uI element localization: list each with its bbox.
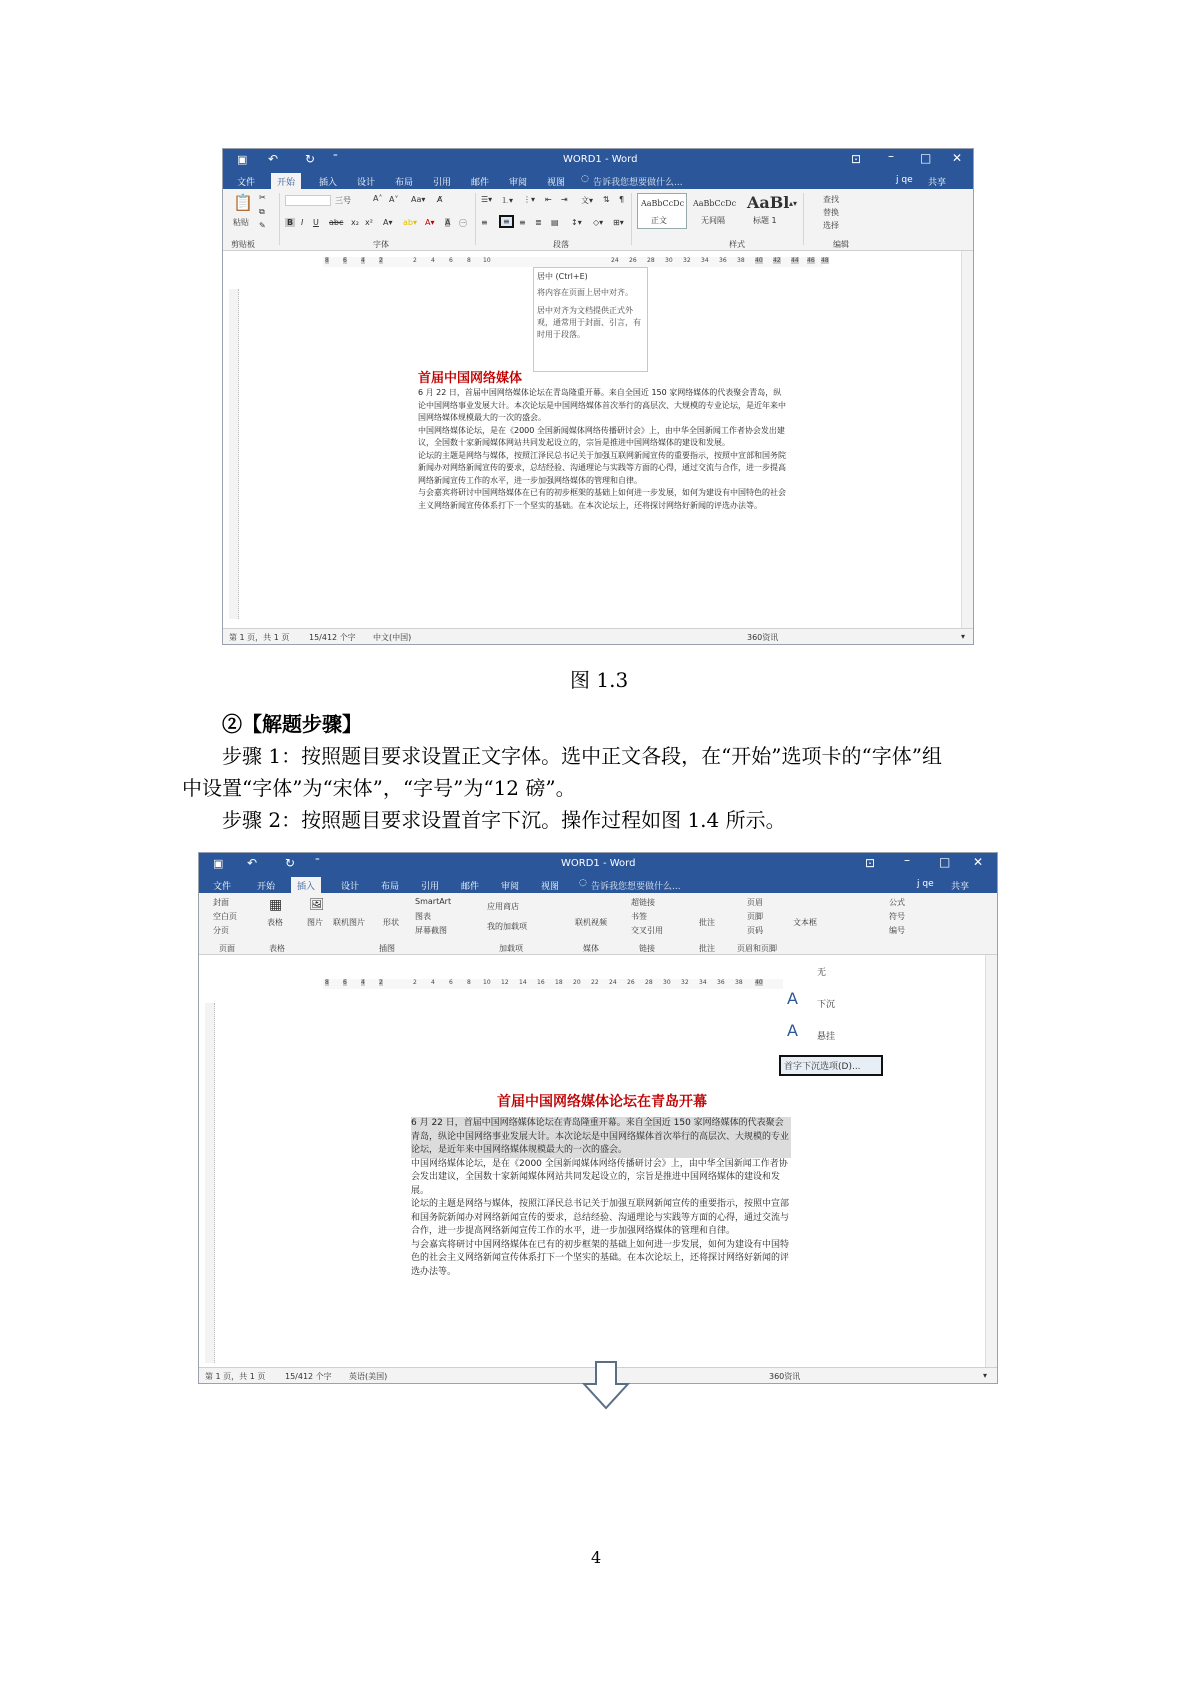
header-button[interactable]: 页眉: [747, 898, 763, 907]
font-color-icon[interactable]: A▾: [425, 218, 435, 227]
redo-icon[interactable]: ↻: [285, 856, 296, 870]
paragraph-1[interactable]: 6 月 22 日，首届中国网络媒体论坛在青岛隆重开幕。来自全国近 150 家网络媒体的代表聚会青岛，纵论中国网络事业发展大计。本次论坛是中国网络媒体首次举行的高层次、大规模的专业论坛，是近年来中国网络媒体规模最大的一次的盛会。: [411, 1117, 791, 1158]
status-words[interactable]: 15/412 个字: [309, 633, 356, 642]
equation-button[interactable]: 公式: [889, 898, 905, 907]
page-break-button[interactable]: 分页: [213, 926, 229, 935]
steps-heading: ②【解题步骤】: [222, 712, 362, 736]
ribbon-display-icon[interactable]: ⊡: [851, 152, 862, 166]
window-title: WORD1 - Word: [561, 858, 636, 869]
online-picture-button[interactable]: 联机图片: [333, 918, 365, 927]
figure-1-caption: 图 1.3: [570, 668, 629, 692]
style-normal-sample: AaBbCcDc: [641, 199, 685, 208]
save-icon[interactable]: ▣: [237, 153, 248, 166]
table-button[interactable]: 表格: [267, 918, 283, 927]
maximize-icon[interactable]: □: [939, 855, 951, 869]
borders-icon[interactable]: ⊞▾: [613, 218, 624, 227]
vertical-ruler[interactable]: [229, 289, 239, 619]
tell-me-input[interactable]: 告诉我您想要做什么...: [591, 882, 681, 892]
format-painter-icon[interactable]: ✎: [259, 221, 266, 230]
online-video-button[interactable]: 联机视频: [575, 918, 607, 927]
vertical-ruler[interactable]: [205, 1003, 215, 1363]
tooltip-title: 居中 (Ctrl+E): [537, 272, 588, 281]
cross-ref-button[interactable]: 交叉引用: [631, 926, 663, 935]
text-effects-icon[interactable]: A▾: [383, 218, 393, 227]
italic-icon[interactable]: I: [301, 218, 304, 227]
paragraph-2[interactable]: 中国网络媒体论坛，是在《2000 全国新闻媒体网络传播研讨会》上，由中华全国新闻工作者协会发出建议，全国数十家新闻媒体网站共同发起设立的，宗旨是推进中国网络媒体的建设和发展。: [411, 1158, 788, 1196]
close-icon[interactable]: ✕: [973, 855, 984, 869]
paragraph-2[interactable]: 中国网络媒体论坛，是在《2000 全国新闻媒体网络传播研讨会》上，由中华全国新闻工作者协会发出建议，全国数十家新闻媒体网站共同发起设立的，宗旨是推进中国网络媒体的建设和发展。: [418, 425, 785, 447]
tab-file[interactable]: 文件: [237, 178, 256, 188]
status-news[interactable]: 360资讯: [769, 1372, 801, 1381]
status-language[interactable]: 英语(美国): [349, 1372, 388, 1381]
distributed-icon[interactable]: ▤: [551, 218, 559, 227]
highlight-icon[interactable]: ab▾: [403, 218, 417, 227]
minimize-icon[interactable]: –: [888, 149, 894, 163]
style-heading1-sample[interactable]: AaBl: [747, 193, 790, 212]
tab-mailings[interactable]: 邮件: [471, 178, 490, 188]
table-icon[interactable]: ▦: [269, 897, 283, 913]
picture-button[interactable]: 图片: [307, 918, 323, 927]
ribbon-tabs: [223, 171, 973, 189]
bullets-icon[interactable]: ☰▾: [481, 195, 493, 204]
cut-icon[interactable]: ✂: [259, 193, 266, 202]
bookmark-button[interactable]: 书签: [631, 912, 647, 921]
step-1-line-a: 步骤 1：按照题目要求设置正文字体。选中正文各段，在“开始”选项卡的“字体”组: [222, 744, 942, 768]
step-2: 步骤 2：按照题目要求设置首字下沉。操作过程如图 1.4 所示。: [222, 808, 786, 832]
undo-icon[interactable]: ↶: [268, 152, 279, 166]
dropcap-dropped-icon: A: [787, 989, 798, 1008]
status-page[interactable]: 第 1 页，共 1 页: [205, 1372, 266, 1381]
scroll-down-icon[interactable]: ▾: [961, 632, 966, 641]
comment-button[interactable]: 批注: [699, 918, 715, 927]
smartart-button[interactable]: SmartArt: [415, 897, 452, 906]
lightbulb-icon: ◌: [579, 878, 587, 888]
align-left-icon[interactable]: ≡: [481, 218, 488, 227]
dropcap-margin[interactable]: 悬挂: [817, 1032, 836, 1042]
save-icon[interactable]: ▣: [213, 857, 224, 870]
align-right-icon[interactable]: ≡: [519, 218, 526, 227]
horizontal-ruler[interactable]: 8 6 4 2 2 4 6 8 10 24 26 28 30 32 34 36 38 40 42 44 46 48: [323, 257, 823, 267]
group-addins: 加载项: [499, 944, 523, 953]
group-paragraph: 段落: [553, 240, 569, 249]
hyperlink-button[interactable]: 超链接: [631, 898, 655, 907]
subscript-icon[interactable]: x₂: [351, 218, 359, 227]
shapes-button[interactable]: 形状: [383, 918, 399, 927]
select-button[interactable]: 选择: [823, 221, 839, 230]
increase-indent-icon[interactable]: ⇥: [561, 195, 568, 204]
sort-icon[interactable]: ⇅: [603, 195, 610, 204]
dropcap-none[interactable]: 无: [817, 968, 827, 978]
tab-insert[interactable]: 插入: [319, 178, 338, 188]
find-button[interactable]: 查找: [823, 195, 839, 204]
shading-icon[interactable]: ◇▾: [593, 218, 604, 227]
redo-icon[interactable]: ↻: [305, 152, 316, 166]
ribbon-tabs: [199, 875, 997, 893]
tooltip-line-1: 将内容在页面上居中对齐。: [537, 288, 633, 297]
picture-icon[interactable]: 🖼: [309, 897, 325, 911]
tab-home[interactable]: 开始: [257, 882, 276, 892]
tab-references[interactable]: 引用: [421, 882, 440, 892]
group-styles: 样式: [729, 240, 745, 249]
group-comments: 批注: [699, 944, 715, 953]
chart-button[interactable]: 图表: [415, 912, 431, 921]
tab-references[interactable]: 引用: [433, 178, 452, 188]
close-icon[interactable]: ✕: [952, 151, 963, 165]
numbering-button[interactable]: 编号: [889, 926, 905, 935]
document-body[interactable]: [411, 1117, 791, 1279]
document-title[interactable]: 首届中国网络媒体: [418, 371, 523, 386]
chinese-layout-icon[interactable]: 文▾: [581, 196, 594, 205]
ribbon-display-icon[interactable]: ⊡: [865, 856, 876, 870]
home-ribbon: [223, 189, 973, 251]
group-font: 字体: [373, 240, 389, 249]
show-marks-icon[interactable]: ¶: [619, 195, 625, 204]
window-title: WORD1 - Word: [563, 154, 638, 165]
user-name[interactable]: j qe: [896, 175, 913, 185]
style-heading1-label: 标题 1: [753, 216, 777, 225]
grow-font-icon[interactable]: A˄: [373, 194, 383, 203]
paste-label[interactable]: 粘贴: [233, 218, 249, 227]
insert-ribbon: [199, 893, 997, 955]
clear-format-icon[interactable]: A̸: [437, 195, 443, 204]
my-addins-button[interactable]: 我的加载项: [487, 922, 527, 931]
group-header-footer: 页眉和页脚: [737, 944, 777, 953]
status-news[interactable]: 360资讯: [747, 633, 779, 642]
qat-more-icon[interactable]: ⁼: [333, 153, 338, 163]
group-links: 链接: [639, 944, 655, 953]
store-button[interactable]: 应用商店: [487, 902, 519, 911]
enclose-char-icon[interactable]: ㊀: [459, 219, 467, 228]
document-body[interactable]: [418, 387, 788, 512]
change-case-icon[interactable]: Aa▾: [411, 195, 426, 204]
divider: [631, 193, 632, 245]
decrease-indent-icon[interactable]: ⇤: [545, 195, 552, 204]
down-arrow-icon: [582, 1360, 630, 1410]
divider: [279, 193, 280, 245]
status-words[interactable]: 15/412 个字: [285, 1372, 332, 1381]
tab-design[interactable]: 设计: [341, 882, 360, 892]
styles-more-icon[interactable]: ▴▾: [789, 199, 798, 208]
blank-page-button[interactable]: 空白页: [213, 912, 237, 921]
copy-icon[interactable]: ⧉: [259, 207, 265, 216]
symbol-button[interactable]: 符号: [889, 912, 905, 921]
undo-icon[interactable]: ↶: [247, 856, 258, 870]
footer-button[interactable]: 页脚: [747, 912, 763, 921]
tab-review[interactable]: 审阅: [509, 178, 528, 188]
figure-1-screenshot: [222, 148, 974, 645]
tab-home[interactable]: 开始: [271, 173, 301, 190]
share-button[interactable]: 共享: [951, 882, 970, 892]
title-bar: [223, 149, 973, 171]
shrink-font-icon[interactable]: A˅: [389, 195, 399, 204]
status-language[interactable]: 中文(中国): [373, 633, 412, 642]
multilevel-icon[interactable]: ⋮▾: [523, 195, 536, 204]
tab-view[interactable]: 视图: [547, 178, 566, 188]
group-tables: 表格: [269, 944, 285, 953]
replace-button[interactable]: 替换: [823, 208, 839, 217]
group-editing: 编辑: [833, 240, 849, 249]
paragraph-4[interactable]: 与会嘉宾将研讨中国网络媒体在已有的初步框架的基础上如何进一步发展，如何为建设有中国特色的社会主义网络新闻宣传体系打下一个坚实的基础。在本次论坛上，还将探讨网络好新闻的评选办法等。: [418, 488, 786, 510]
page-number-button[interactable]: 页码: [747, 926, 763, 935]
tab-layout[interactable]: 布局: [381, 882, 400, 892]
group-pages: 页面: [219, 944, 235, 953]
style-normal-label: 正文: [651, 216, 667, 225]
paragraph-1[interactable]: 6 月 22 日，首届中国网络媒体论坛在青岛隆重开幕。来自全国近 150 家网络媒体的代表聚会青岛，纵论中国网络事业发展大计。本次论坛是中国网络媒体首次举行的高层次、大规模的专业论坛，是近年来中国网络媒体规模最大的一次的盛会。: [418, 388, 786, 422]
share-button[interactable]: 共享: [928, 178, 947, 188]
textbox-button[interactable]: 文本框: [793, 918, 817, 927]
divider: [803, 193, 804, 245]
tab-file[interactable]: 文件: [213, 882, 232, 892]
center-tooltip: [533, 267, 648, 372]
tab-mailings[interactable]: 邮件: [461, 882, 480, 892]
dropcap-dropped[interactable]: 下沉: [817, 1000, 836, 1010]
vertical-scrollbar[interactable]: [961, 251, 973, 630]
group-media: 媒体: [583, 944, 599, 953]
superscript-icon[interactable]: x²: [365, 218, 373, 227]
page-number: 4: [591, 1548, 602, 1567]
maximize-icon[interactable]: □: [920, 151, 932, 165]
vertical-scrollbar[interactable]: [985, 955, 997, 1369]
status-bar: [223, 628, 973, 644]
tab-design[interactable]: 设计: [357, 178, 376, 188]
tab-insert[interactable]: 插入: [291, 877, 321, 894]
dropcap-menu: [779, 965, 899, 1075]
line-spacing-icon[interactable]: ↕▾: [571, 218, 582, 227]
step-1-line-b: 中设置“字体”为“宋体”，“字号”为“12 磅”。: [182, 776, 576, 800]
font-name-box[interactable]: [285, 195, 331, 206]
justify-icon[interactable]: ≣: [535, 218, 542, 227]
document-title[interactable]: 首届中国网络媒体论坛在青岛开幕: [497, 1094, 707, 1110]
dropcap-margin-icon: A: [787, 1021, 798, 1040]
strikethrough-icon[interactable]: abc: [329, 218, 344, 227]
minimize-icon[interactable]: –: [904, 853, 910, 867]
group-illustrations: 插图: [379, 944, 395, 953]
dropcap-options[interactable]: 首字下沉选项(D)...: [779, 1055, 883, 1076]
paragraph-3[interactable]: 论坛的主题是网络与媒体，按照江泽民总书记关于加强互联网新闻宣传的重要指示，按照中宣部和国务院新闻办对网络新闻宣传的要求，总结经验、沟通理论与实践等方面的心得，通过交流与合作，进一步提高网络新闻宣传工作的水平，进一步加强网络媒体的管理和自律。: [411, 1199, 790, 1236]
qat-more-icon[interactable]: ⁼: [315, 857, 320, 867]
paste-icon[interactable]: 📋: [233, 193, 253, 212]
numbering-icon[interactable]: ⒈▾: [501, 196, 514, 205]
divider: [475, 193, 476, 245]
char-shading-icon[interactable]: A: [445, 218, 451, 227]
style-nospacing-label: 无间隔: [701, 216, 725, 225]
tab-view[interactable]: 视图: [541, 882, 560, 892]
bold-icon[interactable]: B: [287, 218, 294, 227]
screenshot-button[interactable]: 屏幕截图: [415, 926, 447, 935]
cover-page-button[interactable]: 封面: [213, 898, 229, 907]
group-clipboard: 剪贴板: [231, 240, 255, 249]
status-page[interactable]: 第 1 页，共 1 页: [229, 633, 290, 642]
tooltip-line-2: 居中对齐为文档提供正式外观，通常用于封面、引言，有时用于段落。: [537, 306, 641, 339]
paragraph-4[interactable]: 与会嘉宾将研讨中国网络媒体在已有的初步框架的基础上如何进一步发展，如何为建设有中国特色的社会主义网络新闻宣传体系打下一个坚实的基础。在本次论坛上，还将探讨网络好新闻的评选办法等。: [411, 1239, 790, 1277]
tab-layout[interactable]: 布局: [395, 178, 414, 188]
tab-review[interactable]: 审阅: [501, 882, 520, 892]
user-name[interactable]: j qe: [917, 879, 934, 889]
paragraph-3[interactable]: 论坛的主题是网络与媒体，按照江泽民总书记关于加强互联网新闻宣传的重要指示，按照中宣部和国务院新闻办对网络新闻宣传的要求，总结经验、沟通理论与实践等方面的心得，通过交流与合作，进一步提高网络新闻宣传工作的水平，进一步加强网络媒体的管理和自律。: [418, 450, 786, 485]
lightbulb-icon: ◌: [581, 174, 589, 184]
scroll-down-icon[interactable]: ▾: [983, 1371, 988, 1380]
title-bar: [199, 853, 997, 875]
tell-me-input[interactable]: 告诉我您想要做什么...: [593, 178, 683, 188]
horizontal-ruler[interactable]: 8 6 4 2 2 4 6 8 10 12 14 16 18 20 22 24 26 28 30 32 34 36 38 40: [323, 979, 783, 989]
font-size-box[interactable]: 三号: [335, 196, 351, 205]
underline-icon[interactable]: U: [313, 218, 319, 227]
figure-2-screenshot: [198, 852, 998, 1384]
align-center-icon[interactable]: ≡: [499, 215, 514, 228]
style-nospacing-sample[interactable]: AaBbCcDc: [693, 199, 737, 208]
